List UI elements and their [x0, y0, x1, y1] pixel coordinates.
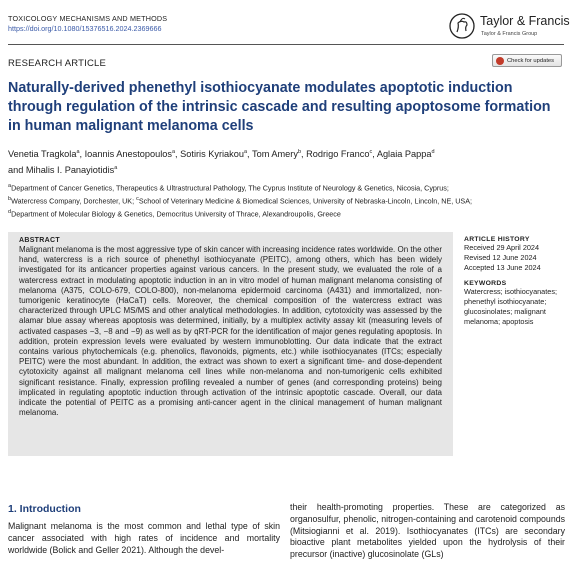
- author-name[interactable]: Sotiris Kyriakou: [180, 149, 244, 160]
- doi-link[interactable]: https://doi.org/10.1080/15376516.2024.2369666: [8, 24, 162, 33]
- author-affil-mark: b: [297, 149, 302, 155]
- accepted-date: Accepted 13 June 2024: [464, 263, 541, 272]
- author-affil-mark: a: [243, 149, 248, 155]
- received-date: Received 29 April 2024: [464, 243, 540, 252]
- abstract-text: Malignant melanoma is the most aggressive type of skin cancer with increasing incidence rates worldwide. On the other hand, watercress is a rich source of phenethyl isothiocyanate (PEITC), among others, which has been widely investigated for its anticancer properties against various cancers. In the present study, we evaluated the role of a watercress extract in modulating apoptotic induction in an in vitro model of human malignant melanoma consisting of melanoma (A375, COLO-679, COLO-800), non-melanoma epidermoid carcinoma (A431) and immortalized, non-tumorigenic keratinocyte (HaCaT) cells. Moreover, the chemical composition of the watercress extract was characterized through UPLC MS/MS and other analytical methodologies. In addition, cytotoxicity was assessed by the alamar blue assay whereas apoptosis was determined, initially, by a multiplex activity assay kit (measuring levels of activated caspases −3, −8 and −9) as well as by qRT-PCR for the identification of major genes regulating apoptosis. In addition, protein expression levels were evaluated by western immunoblotting. Our data indicate that the extract contains various phytochemicals (e.g. phenolics, flavonoids, pigments, etc.) while isothiocyanates (ITCs; especially PEITC) were the most abundant. In addition, the extract was shown to exert a significant time- and dose-dependent cytotoxicity against all malignant melanoma cell lines while non-melanoma and non-tumorigenic cells exhibited significant resistance. Finally, expression profiling revealed a number of genes (and corresponding proteins) being implicated in regulating apoptotic induction through activation of the intrinsic apoptotic cascade. Overall, our data indicate the potential of PEITC as a promising anti-cancer agent in the clinical management of human malignant melanoma.: [19, 245, 442, 418]
- history-heading: ARTICLE HISTORY: [464, 236, 530, 243]
- author-name[interactable]: Ioannis Anestopoulos: [84, 149, 172, 160]
- author-name[interactable]: Mihalis I. Panayiotidis: [25, 164, 115, 175]
- intro-left-column: Malignant melanoma is the most common and lethal type of skin cancer associated with high rates of incidence and mortality worldwide (Bolick and Geller 2021). Although the devel-: [8, 521, 280, 555]
- author-name[interactable]: Rodrigo Franco: [306, 149, 370, 160]
- updates-badge-icon: [496, 57, 504, 65]
- publisher-name: Taylor & Francis: [480, 14, 570, 28]
- introduction-heading: 1. Introduction: [8, 503, 81, 515]
- affiliation-line: $^b$Watercress Company, Dorchester, UK; $^c$School of Veterinary Medicine & Biomedical Sciences, University of Nebraska-Lincoln, Lincoln, NE, USA;: [8, 195, 473, 206]
- affiliations: [8, 181, 568, 220]
- journal-name: TOXICOLOGY MECHANISMS AND METHODS: [8, 14, 168, 23]
- article-title: Naturally-derived phenethyl isothiocyanate modulates apoptotic induction through regulation of the intrinsic cascade and resulting apoptosome formation in human malignant melanoma cells: [8, 80, 551, 134]
- article-sidebar: [464, 236, 569, 327]
- author-affil-mark: a: [76, 149, 80, 155]
- author-name[interactable]: Tom Amery: [252, 149, 298, 160]
- author-affil-mark: a: [171, 149, 176, 155]
- affiliation-line: $^a$Department of Cancer Genetics, Therapeutics & Ultrastructural Pathology, The Cyprus Institute of Neurology & Genetics, Nicosia, Cyprus;: [8, 183, 449, 193]
- author-affil-mark: d: [431, 149, 435, 155]
- check-for-updates-button[interactable]: [492, 54, 562, 67]
- updates-label: Check for updates: [507, 57, 555, 64]
- header-divider: [8, 44, 564, 45]
- keywords-heading: KEYWORDS: [464, 280, 507, 287]
- keywords-list: Watercress; isothiocyanates; phenethyl isothiocyanate; glucosinolates; malignant melanoma; apoptosis: [464, 287, 558, 326]
- author-name[interactable]: Aglaia Pappa: [376, 149, 432, 160]
- author-list: Venetia Tragkola$^a$, Ioannis Anestopoulos$^a$, Sotiris Kyriakou$^a$, Tom Amery$^b$, Rodrigo Franco$^c$, Aglaia Pappa$^d$ and Mihalis I. Panayiotidis$^a$: [8, 149, 435, 175]
- author-affil-mark: a: [114, 164, 118, 171]
- taylor-francis-logo-icon: [449, 13, 475, 39]
- article-type: RESEARCH ARTICLE: [8, 58, 107, 69]
- intro-right-column: their health-promoting properties. These are categorized as organosulfur, phenolic, nitrogen-containing and carotenoid compounds (Mitsiogianni et al. 2019). Isothiocyanates (ITCs) are secondary bioactive plant metabolites yielded upon the hydrolysis of their precursor (inactive) glucosinolate (GLs): [290, 502, 565, 560]
- author-name[interactable]: Venetia Tragkola: [8, 149, 77, 160]
- abstract-box: [8, 232, 453, 456]
- author-affil-mark: c: [369, 149, 373, 155]
- revised-date: Revised 12 June 2024: [464, 253, 537, 262]
- publisher-group: Taylor & Francis Group: [481, 31, 538, 37]
- abstract-heading: ABSTRACT: [19, 237, 60, 244]
- affiliation-line: $^d$Department of Molecular Biology & Genetics, Democritus University of Thrace, Alexandroupolis, Greece: [8, 208, 341, 219]
